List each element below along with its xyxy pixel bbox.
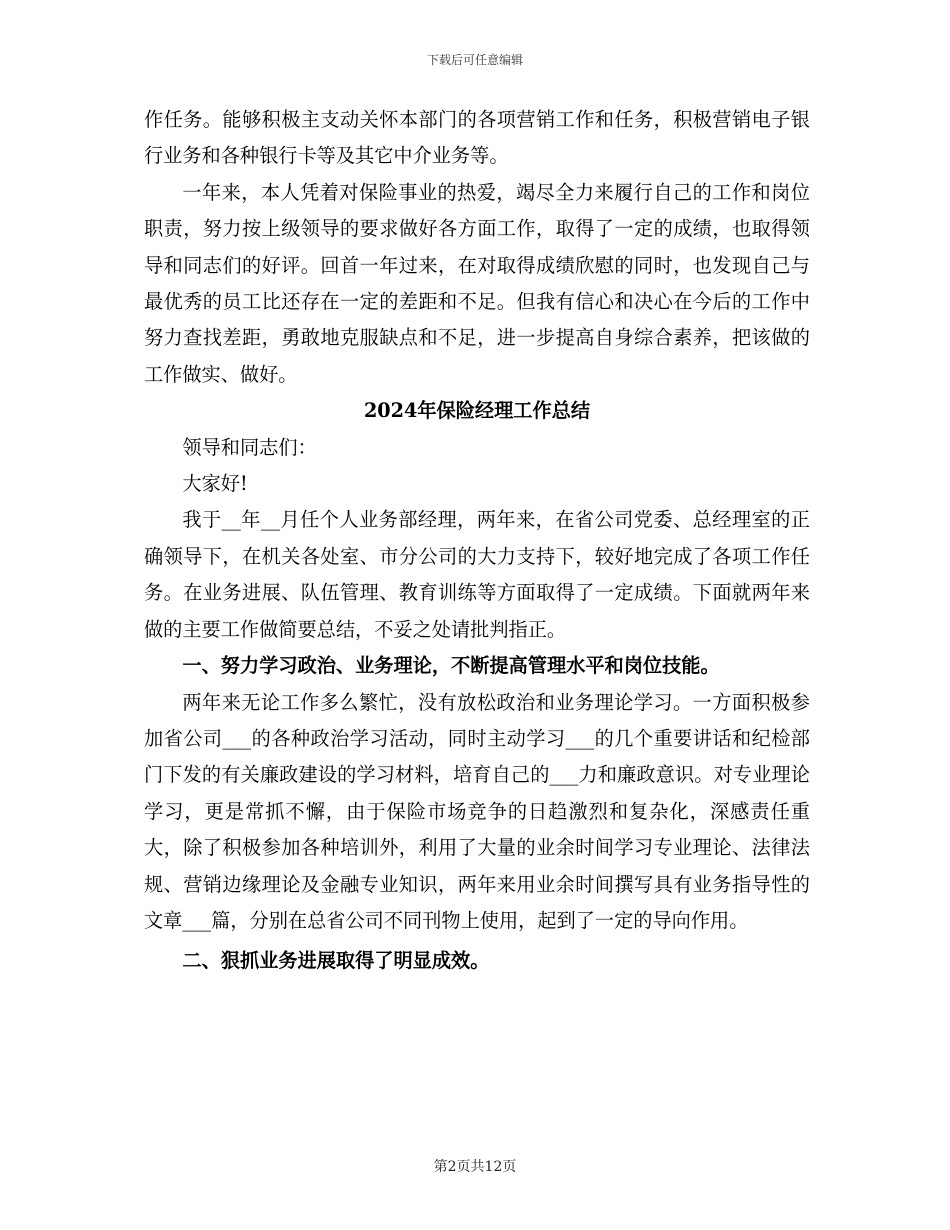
paragraph-continuation: 作任务。能够积极主支动关怀本部门的各项营销工作和任务，积极营销电子银行业务和各种银行卡等及其它中介业务等。 bbox=[144, 108, 810, 168]
article-title: 2024年保险经理工作总结 bbox=[363, 399, 591, 423]
page-number: 第2页共12页 bbox=[433, 1159, 517, 1175]
section-2-heading: 二、狠抓业务进展取得了明显成效。 bbox=[182, 949, 490, 973]
greeting: 大家好! bbox=[182, 472, 248, 496]
salutation: 领导和同志们： bbox=[182, 435, 317, 459]
section-1-body: 两年来无论工作多么繁忙，没有放松政治和业务理论学习。一方面积极参加省公司___的各种政治学习活动，同时主动学习___的几个重要讲话和纪检部门下发的有关廉政建设的学习材料，培育自己的___力和廉政意识。对专业理论学习，更是常抓不懈，由于保险市场竞争的日趋激烈和复杂化，深感责任重大，除了积极参加各种培训外，利用了大量的业余时间学习专业理论、法律法规、营销边缘理论及金融专业知识，两年来用业余时间撰写具有业务指导性的文章___篇，分别在总省公司不同刊物上使用，起到了一定的导向作用。 bbox=[144, 690, 810, 932]
section-1-heading: 一、努力学习政治、业务理论，不断提高管理水平和岗位技能。 bbox=[182, 654, 720, 678]
document-body bbox=[144, 102, 810, 980]
intro-paragraph: 我于__年__月任个人业务部经理，两年来，在省公司党委、总经理室的正确领导下，在机关各处室、市分公司的大力支持下，较好地完成了各项工作任务。在业务进展、队伍管理、教育训练等方面取得了一定成绩。下面就两年来做的主要工作做简要总结，不妥之处请批判指正。 bbox=[144, 508, 810, 641]
page-header-note: 下载后可任意编辑 bbox=[426, 53, 523, 67]
paragraph-year-summary: 一年来，本人凭着对保险事业的热爱，竭尽全力来履行自己的工作和岗位职责，努力按上级领导的要求做好各方面工作，取得了一定的成绩，也取得领导和同志们的好评。回首一年过来，在对取得成绩欣慰的同时，也发现自己与最优秀的员工比还存在一定的差距和不足。但我有信心和决心在今后的工作中努力查找差距，勇敢地克服缺点和不足，进一步提高自身综合素养，把该做的工作做实、做好。 bbox=[144, 180, 810, 386]
